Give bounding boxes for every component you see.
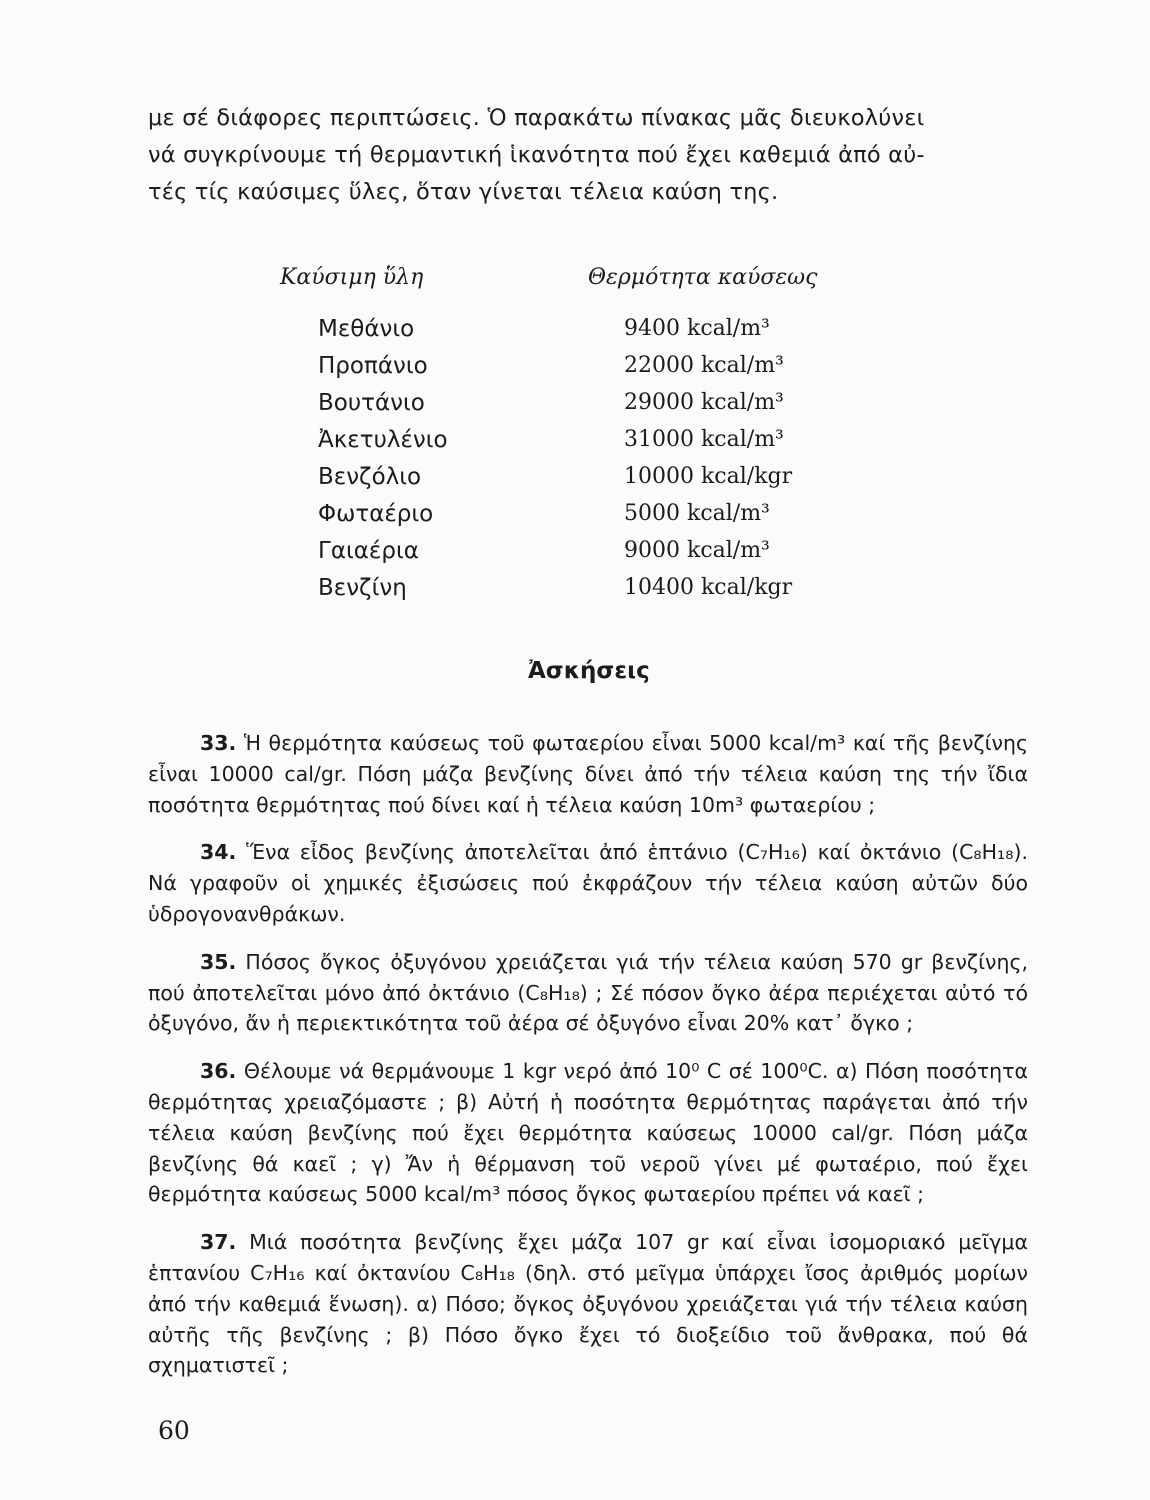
page-body: [148, 100, 1028, 211]
table-row: [318, 575, 838, 612]
fuel-heat: 31000 kcal/m³: [624, 427, 784, 452]
intro-line: με σέ διάφορες περιπτώσεις. Ὁ παρακάτω πίνακας μᾶς διευκολύνει: [148, 105, 925, 131]
exercise-number: 37.: [200, 1230, 237, 1255]
fuel-name: Φωταέριο: [318, 501, 434, 527]
exercise-36: [148, 1056, 1028, 1210]
exercise-text: Θέλουμε νά θερμάνουμε 1 kgr νερό ἀπό 10⁰ C σέ 100⁰C. α) Πόση ποσότητα θερμότητας χρειαζόμαστε ; β) Αὐτή ἡ ποσότητα θερμότητας παράγεται ἀπό τήν τέλεια καύση βενζίνης πού ἔχει θερμότητα καύσεως 10000 cal/gr. Πόση μάζα βενζίνης θά καεῖ ; γ) Ἄν ἡ θέρμανση τοῦ νεροῦ γίνει μέ φωταέριο, πού ἔχει θερμότητα καύσεως 5000 kcal/m³ πόσος ὄγκος φωταερίου πρέπει νά καεῖ ;: [148, 1059, 1028, 1207]
exercise-37: [148, 1227, 1028, 1381]
exercise-text: Μιά ποσότητα βενζίνης ἔχει μάζα 107 gr καί εἶναι ἰσομοριακό μεῖγμα ἑπτανίου C₇H₁₆ καί ὀκτανίου C₈H₁₈ (δηλ. στό μεῖγμα ὑπάρχει ἴσος ἀριθμός μορίων ἀπό τήν καθεμιά ἕνωση). α) Πόσο; ὄγκος ὀξυγόνου χρειάζεται γιά τήν τέλεια καύση αὐτῆς τῆς βενζίνης ; β) Πόσο ὄγκο ἔχει τό διοξείδιο τοῦ ἄνθρακα, πού θά σχηματιστεῖ ;: [148, 1230, 1028, 1378]
exercise-text: Ἕνα εἶδος βενζίνης ἀποτελεῖται ἀπό ἑπτάνιο (C₇H₁₆) καί ὀκτάνιο (C₈H₁₈). Νά γραφοῦν οἱ χημικές ἐξισώσεις πού ἐκφράζουν τήν τέλεια καύση αὐτῶν δύο ὑδρογονανθράκων.: [148, 840, 1028, 926]
header-heat: Θερμότητα καύσεως: [588, 265, 818, 290]
table-row: [318, 427, 838, 464]
exercise-text: Πόσος ὄγκος ὀξυγόνου χρειάζεται γιά τήν τέλεια καύση 570 gr βενζίνης, πού ἀποτελεῖται μόνο ἀπό ὀκτάνιο (C₈H₁₈) ; Σέ πόσον ὄγκο ἀέρα περιέχεται αὐτό τό ὀξυγόνο, ἄν ἡ περιεκτικότητα τοῦ ἀέρα σέ ὀξυγόνο εἶναι 20% κατ᾽ ὄγκο ;: [148, 949, 1028, 1036]
exercise-list: [148, 728, 1028, 1398]
intro-line: τές τίς καύσιμες ὕλες, ὅταν γίνεται τέλεια καύση της.: [148, 179, 779, 205]
fuel-name: Βουτάνιο: [318, 390, 425, 416]
header-fuel: Καύσιμη ὕλη: [280, 265, 424, 290]
table-row: [318, 390, 838, 427]
exercise-number: 36.: [200, 1059, 237, 1084]
fuel-heat: 9400 kcal/m³: [624, 316, 770, 341]
page-number: 60: [158, 1416, 190, 1445]
exercise-number: 33.: [200, 731, 237, 755]
exercise-number: 34.: [200, 840, 237, 865]
fuel-table: [318, 316, 838, 612]
fuel-name: Μεθάνιο: [318, 316, 415, 342]
intro-paragraph: [148, 100, 1028, 211]
table-row: [318, 353, 838, 390]
table-row: [318, 464, 838, 501]
fuel-heat: 10000 kcal/kgr: [624, 464, 793, 489]
fuel-name: Ἀκετυλένιο: [318, 427, 448, 453]
fuel-heat: 5000 kcal/m³: [624, 501, 770, 526]
fuel-heat: 10400 kcal/kgr: [624, 575, 793, 600]
exercise-text: Ἡ θερμότητα καύσεως τοῦ φωταερίου εἶναι 5000 kcal/m³ καί τῆς βενζίνης εἶναι 10000 cal/gr. Πόση μάζα βενζίνης δίνει ἀπό τήν τέλεια καύση της τήν ἴδια ποσότητα θερμότητας πού δίνει καί ἡ τέλεια καύση 10m³ φωταερίου ;: [148, 731, 1028, 817]
intro-line: νά συγκρίνουμε τή θερμαντική ἱκανότητα πού ἔχει καθεμιά ἀπό αὐ-: [148, 142, 925, 168]
table-row: [318, 501, 838, 538]
exercise-35: [148, 947, 1028, 1039]
fuel-heat: 9000 kcal/m³: [624, 538, 770, 563]
table-row: [318, 538, 838, 575]
fuel-name: Βενζόλιο: [318, 464, 422, 490]
exercise-33: [148, 728, 1028, 820]
fuel-heat: 29000 kcal/m³: [624, 390, 784, 415]
exercise-34: [148, 837, 1028, 929]
fuel-name: Βενζίνη: [318, 575, 407, 601]
fuel-heat: 22000 kcal/m³: [624, 353, 784, 378]
table-row: [318, 316, 838, 353]
exercises-title: Ἀσκήσεις: [528, 658, 650, 684]
fuel-name: Γαιαέρια: [318, 538, 419, 564]
exercise-number: 35.: [200, 949, 237, 974]
fuel-name: Προπάνιο: [318, 353, 428, 379]
